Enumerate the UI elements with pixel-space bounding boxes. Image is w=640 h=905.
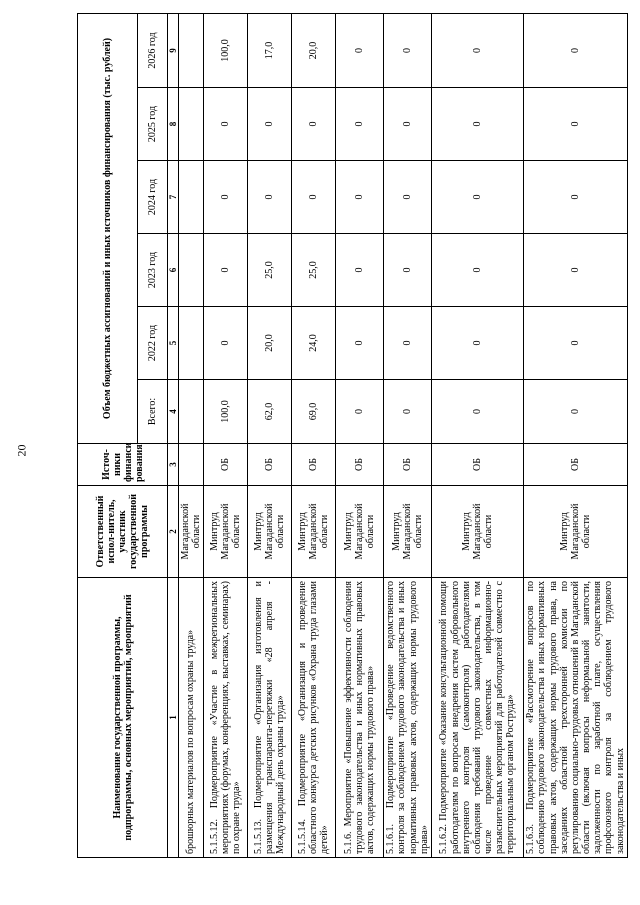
table-row [384,13,432,857]
header-year: 2022 год [138,307,168,380]
row-name: 5.1.6.1. Подмероприятие «Проведение ведомственного контроля за соблюдением трудового законодательства и иных нормативных правовых актов, содержащих нормы трудового права» [384,578,432,858]
row-2024 [179,161,204,234]
budget-table [77,13,628,858]
row-name: брошюрных материалов по вопросам охраны труда» [179,578,204,858]
row-2023: 0 [204,234,248,307]
column-number: 9 [168,13,179,87]
row-name: 5.1.6.2. Подмероприятие «Оказание консультационной помощи работодателям по вопросам внедрения систем добровольного внутреннего контроля (самоконтроля) работодателями соблюдения требований трудового законодательства, в том числе проведение совместных информационно-разъяснительных мероприятий для работодателей совместно с территориальным органом Роструда» [432,578,524,858]
row-2026: 0 [384,13,432,87]
row-total: 0 [524,380,628,444]
row-executor: Минтруд Магаданской области [204,486,248,578]
row-total: 0 [336,380,384,444]
header-year: 2025 год [138,88,168,161]
row-2023: 0 [524,234,628,307]
table-row [248,13,292,857]
row-2022: 0 [204,307,248,380]
column-number: 1 [168,578,179,858]
row-executor: Магаданской области [179,486,204,578]
row-2022 [179,307,204,380]
row-total: 0 [384,380,432,444]
row-total [179,380,204,444]
column-number: 2 [168,486,179,578]
row-2024: 0 [336,161,384,234]
row-2026: 0 [432,13,524,87]
row-2025: 0 [292,88,336,161]
header-sources: Источ-ники финанси рования [78,444,168,486]
header-year: 2024 год [138,161,168,234]
table-row [524,13,628,857]
row-source: ОБ [524,444,628,486]
row-name: 5.1.6. Мероприятие «Повышение эффективности соблюдения трудового законодательства и иных нормативных правовых актов, содержащих нормы трудового права» [336,578,384,858]
row-2022: 20,0 [248,307,292,380]
row-2022: 0 [336,307,384,380]
row-source: ОБ [248,444,292,486]
row-source [179,444,204,486]
row-name: 5.1.6.3. Подмероприятие «Рассмотрение вопросов по соблюдению трудового законодательства и иных нормативных правовых актов, содержащих нормы трудового права, на заседаниях областной трехсторонней комиссии по регулированию социально-трудовых отношений в Магаданской области (включая вопросы неформальной занятости, задолженности по заработной плате, осуществления профсоюзного контроля за соблюдением трудового законодательства и иных [524,578,628,858]
row-total: 100,0 [204,380,248,444]
table-row [179,13,204,857]
rotated-table-container [77,14,626,858]
row-2023: 25,0 [292,234,336,307]
row-executor: Минтруд Магаданской области [384,486,432,578]
row-2025 [179,88,204,161]
row-source: ОБ [204,444,248,486]
row-2022: 24,0 [292,307,336,380]
row-executor: Минтруд Магаданской области [524,486,628,578]
row-2022: 0 [432,307,524,380]
row-2025: 0 [204,88,248,161]
row-source: ОБ [432,444,524,486]
header-year: 2026 год [138,13,168,87]
column-number: 5 [168,307,179,380]
row-2024: 0 [204,161,248,234]
row-2023: 0 [432,234,524,307]
row-2023: 0 [336,234,384,307]
row-2023: 0 [384,234,432,307]
row-2023 [179,234,204,307]
column-number: 3 [168,444,179,486]
column-number: 6 [168,234,179,307]
header-executor: Ответственный испол-нитель, участник государственной программы [78,486,168,578]
row-executor: Минтруд Магаданской области [248,486,292,578]
row-2025: 0 [524,88,628,161]
row-executor: Минтруд Магаданской области [336,486,384,578]
row-2026: 100,0 [204,13,248,87]
row-name: 5.1.5.12. Подмероприятие «Участие в межрегиональных мероприятиях (форумах, конференциях, выставках, семинарах) по охране труда» [204,578,248,858]
row-total: 69,0 [292,380,336,444]
row-executor: Минтруд Магаданской области [432,486,524,578]
row-source: ОБ [292,444,336,486]
row-2025: 0 [248,88,292,161]
row-2025: 0 [432,88,524,161]
row-name: 5.1.5.13. Подмероприятие «Организация изготовления и размещения транспаранта-перетяжки «28 апреля - Международный день охраны труда» [248,578,292,858]
table-row [292,13,336,857]
row-2022: 0 [384,307,432,380]
row-source: ОБ [336,444,384,486]
row-2026 [179,13,204,87]
row-2025: 0 [384,88,432,161]
row-2024: 0 [292,161,336,234]
header-total: Всего: [138,380,168,444]
row-total: 62,0 [248,380,292,444]
row-2026: 0 [336,13,384,87]
column-number: 4 [168,380,179,444]
row-name: 5.1.5.14. Подмероприятие «Организация и проведение областного конкурса детских рисунков «Охрана труда глазами детей» [292,578,336,858]
row-2026: 0 [524,13,628,87]
header-budget: Объем бюджетных ассигнований и иных источников финансирования (тыс. рублей) [78,13,138,443]
row-executor: Минтруд Магаданской области [292,486,336,578]
table-row [336,13,384,857]
row-2024: 0 [248,161,292,234]
row-2026: 20,0 [292,13,336,87]
column-number: 8 [168,88,179,161]
header-name: Наименование государственной программы, подпрограммы, основных мероприятий, мероприятий [78,578,168,858]
page-number: 20 [14,444,29,457]
row-2024: 0 [384,161,432,234]
row-2024: 0 [432,161,524,234]
row-2022: 0 [524,307,628,380]
table-row [432,13,524,857]
column-number: 7 [168,161,179,234]
row-2023: 25,0 [248,234,292,307]
row-source: ОБ [384,444,432,486]
row-2025: 0 [336,88,384,161]
table-row [204,13,248,857]
header-year: 2023 год [138,234,168,307]
row-2024: 0 [524,161,628,234]
row-2026: 17,0 [248,13,292,87]
row-total: 0 [432,380,524,444]
